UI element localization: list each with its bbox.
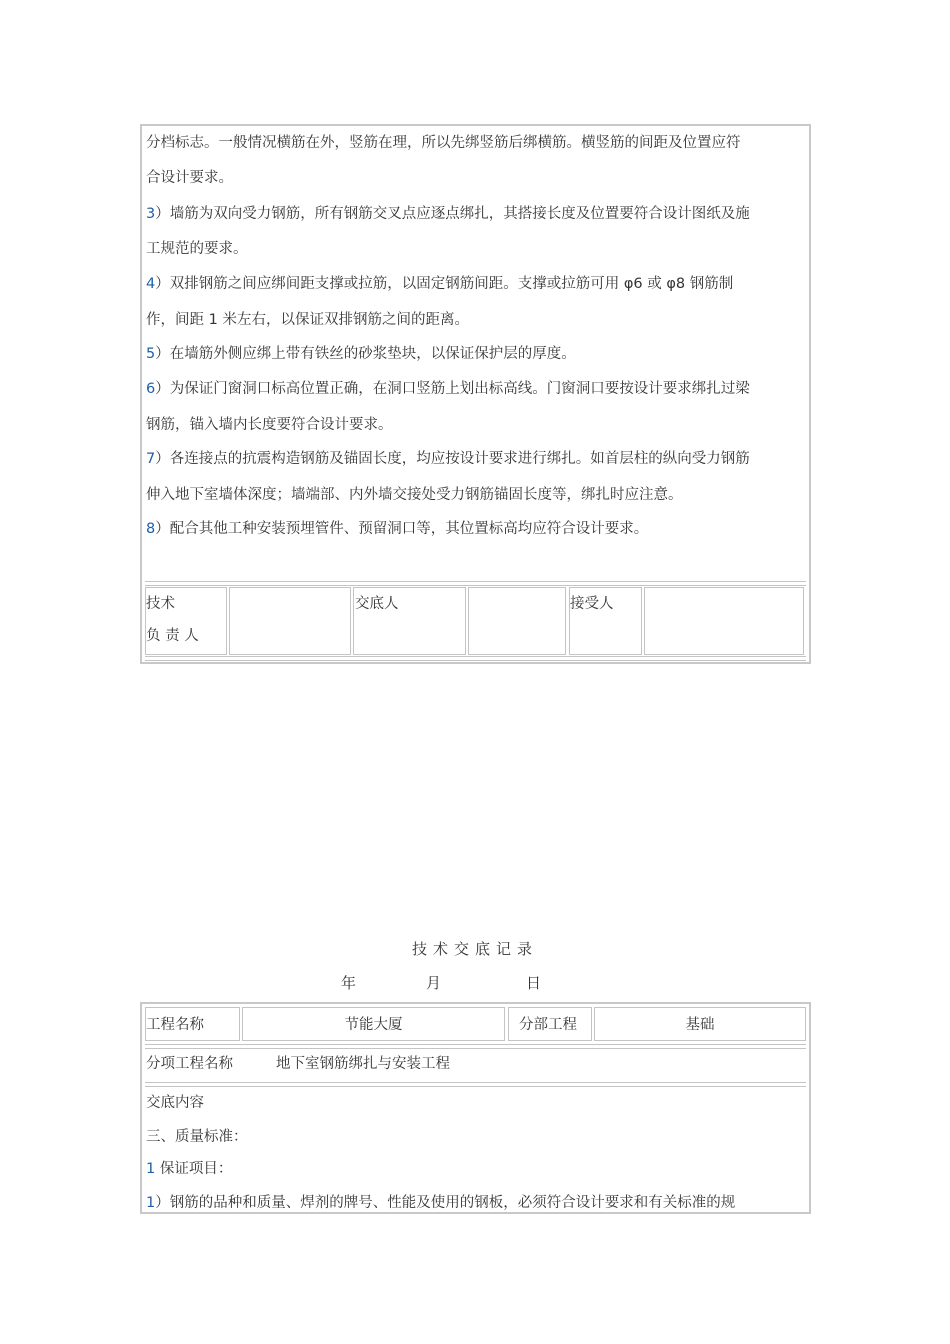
quality-line: [146, 1191, 735, 1212]
handover-value-cell[interactable]: [468, 587, 566, 655]
paragraph-line: [146, 520, 648, 538]
continuation-table: [140, 124, 811, 664]
record-title: 技术交底记录: [411, 940, 538, 958]
receiver-value-cell[interactable]: [644, 587, 804, 655]
paragraph-line: [146, 275, 733, 293]
subitem-label: 分项工程名称: [146, 1056, 233, 1072]
paragraph-line: [146, 240, 248, 258]
paragraph-number: 7: [146, 451, 156, 467]
row-divider: [145, 1082, 806, 1087]
paragraph-line: [146, 380, 750, 398]
handover-record-table: [140, 1002, 811, 1214]
paragraph-line: [146, 416, 393, 434]
subitem-value: 地下室钢筋绑扎与安装工程: [276, 1056, 450, 1072]
paragraph-text: 合设计要求。: [146, 170, 233, 186]
paragraph-line: [146, 205, 750, 223]
paragraph-number: 8: [146, 521, 156, 537]
paragraph-text: ）在墙筋外侧应绑上带有铁丝的砂浆垫块，以保证保护层的厚度。: [155, 346, 576, 362]
division-value: 基础: [685, 1017, 715, 1033]
paragraph-text: ）各连接点的抗震构造钢筋及锚固长度，均应按设计要求进行绑扎。如首层柱的纵向受力钢筋: [155, 451, 750, 467]
content-label: 交底内容: [146, 1095, 204, 1111]
date-year: 年: [341, 974, 357, 992]
division-label: 分部工程: [519, 1017, 577, 1033]
paragraph-text: 分档标志。一般情况横筋在外，竖筋在理，所以先绑竖筋后绑横筋。横竖筋的间距及位置应符: [146, 135, 741, 151]
paragraph-number: 4: [146, 276, 156, 292]
date-month: 月: [426, 974, 442, 992]
paragraph-line: [146, 311, 469, 329]
paragraph-line: [146, 134, 741, 152]
paragraph-text: 钢筋，锚入墙内长度要符合设计要求。: [146, 417, 393, 433]
tech-lead-label-line2: 负 责 人: [146, 628, 199, 644]
paragraph-number: 5: [146, 346, 156, 362]
paragraph-text: ）双排钢筋之间应绑间距支撑或拉筋，以固定钢筋间距。支撑或拉筋可用 φ6 或 φ8 钢筋制: [155, 276, 734, 292]
paragraph-line: [146, 450, 750, 468]
tech-lead-label-line1: 技术: [146, 596, 175, 612]
item-heading: [146, 1157, 232, 1178]
paragraph-text: ）墙筋为双向受力钢筋，所有钢筋交叉点应逐点绑扎，其搭接长度及位置要符合设计图纸及施: [155, 206, 750, 222]
paragraph-number: 6: [146, 381, 156, 397]
paragraph-line: [146, 486, 683, 504]
line-text: ）钢筋的品种和质量、焊剂的牌号、性能及使用的钢板，必须符合设计要求和有关标准的规: [155, 1195, 736, 1211]
receiver-label: 接受人: [570, 596, 614, 612]
section-heading: 三、质量标准：: [146, 1129, 248, 1145]
row-divider: [145, 581, 806, 586]
row-divider: [145, 1044, 806, 1049]
bottom-divider: [145, 656, 806, 661]
project-name-value: 节能大厦: [344, 1017, 403, 1033]
paragraph-line: [146, 169, 233, 187]
paragraph-line: [146, 345, 576, 363]
item-number: 1: [146, 1161, 156, 1177]
paragraph-text: 作，间距 1 米左右，以保证双排钢筋之间的距离。: [146, 312, 469, 328]
paragraph-text: ）为保证门窗洞口标高位置正确，在洞口竖筋上划出标高线。门窗洞口要按设计要求绑扎过梁: [155, 381, 750, 397]
item-text: 保证项目：: [155, 1161, 233, 1177]
paragraph-number: 3: [146, 206, 156, 222]
handover-label: 交底人: [355, 596, 399, 612]
date-day: 日: [526, 974, 542, 992]
paragraph-text: ）配合其他工种安装预埋管件、预留洞口等，其位置标高均应符合设计要求。: [155, 521, 649, 537]
tech-lead-value-cell[interactable]: [229, 587, 351, 655]
project-name-label: 工程名称: [146, 1017, 204, 1033]
line-number: 1: [146, 1195, 156, 1211]
paragraph-text: 工规范的要求。: [146, 241, 248, 257]
paragraph-text: 伸入地下室墙体深度；墙端部、内外墙交接处受力钢筋锚固长度等，绑扎时应注意。: [146, 487, 683, 503]
